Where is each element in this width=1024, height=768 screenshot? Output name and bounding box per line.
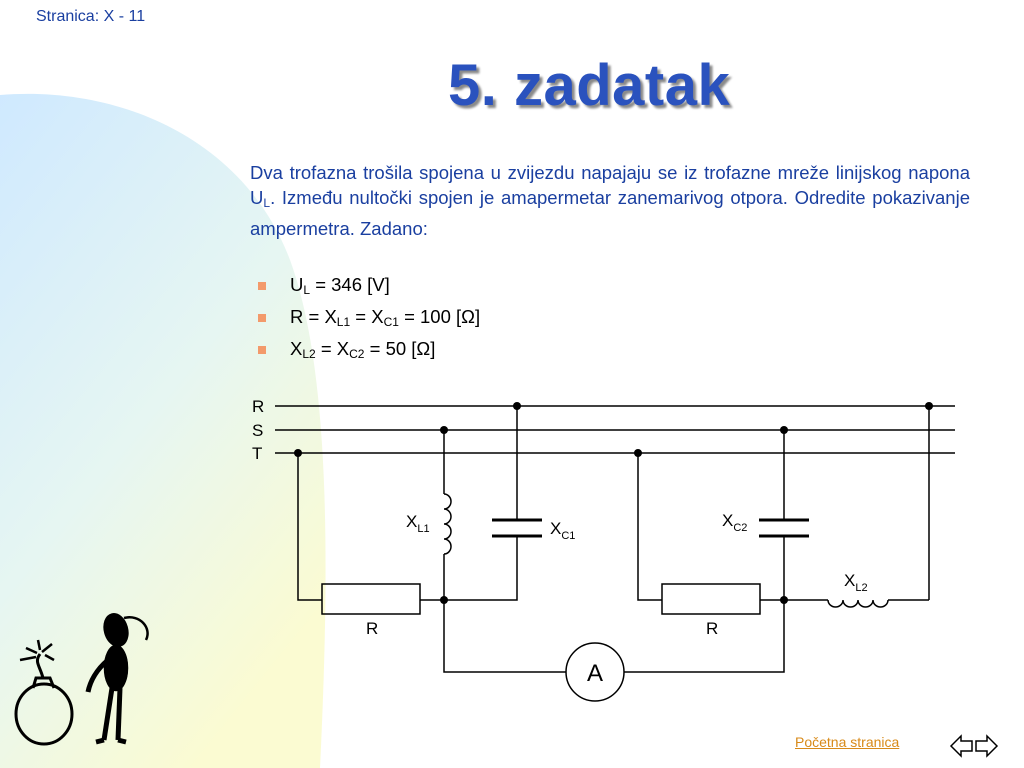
home-page-link[interactable]: Početna stranica <box>795 734 900 750</box>
given-subscript: C2 <box>349 347 365 361</box>
circuit-diagram <box>240 390 970 710</box>
junction-dots <box>294 402 933 604</box>
page-title: 5. zadatak <box>448 53 731 118</box>
load-1 <box>298 406 542 614</box>
inductor-xl1 <box>444 494 451 554</box>
given-value-item <box>258 270 480 302</box>
given-text: = X <box>350 306 384 327</box>
given-subscript: L2 <box>302 347 316 361</box>
given-value-item <box>258 302 480 334</box>
phase-label-r: R <box>252 397 265 416</box>
given-value-item <box>258 334 480 366</box>
bomb-figure-clipart <box>0 600 160 768</box>
bomb-icon <box>16 654 72 744</box>
scared-man-icon <box>88 612 148 742</box>
back-arrow-icon[interactable] <box>951 736 972 756</box>
phase-label-s: S <box>252 421 264 440</box>
ammeter-label: A <box>586 660 604 687</box>
given-text: = X <box>315 338 350 359</box>
forward-arrow-icon[interactable] <box>976 736 997 756</box>
bullet-square-icon <box>258 282 266 290</box>
label-xl1: $X_{L1}$ <box>406 512 430 535</box>
resistor-r1 <box>322 584 420 614</box>
navigation-arrows <box>948 730 1000 762</box>
given-text: = 50 [Ω] <box>364 338 436 359</box>
inductor-xl2 <box>828 600 888 607</box>
given-subscript: C1 <box>383 315 399 329</box>
given-text: = 100 [Ω] <box>398 306 481 327</box>
phase-label-t: T <box>252 444 263 463</box>
problem-text-subscript: L <box>263 196 271 210</box>
bullet-square-icon <box>258 314 266 322</box>
given-text: X <box>290 338 303 359</box>
given-values-list <box>258 270 480 366</box>
ammeter-wire-left <box>444 600 566 672</box>
given-subscript: L <box>303 283 311 297</box>
label-r2: R <box>706 619 719 638</box>
problem-text-part1: Dva trofazna trošila spojena u zvijezdu napajaju se iz trofazne mreže linijskog napona U <box>250 162 970 208</box>
given-text: R = X <box>290 306 337 327</box>
label-r1: R <box>366 619 379 638</box>
given-text: = 346 [V] <box>310 274 390 295</box>
label-xl2: $X_{L2}$ <box>844 571 868 594</box>
given-text: U <box>290 274 304 295</box>
load-2 <box>638 406 929 614</box>
bullet-square-icon <box>258 346 266 354</box>
problem-text-part2: . Između nultočki spojen je amapermetar zanemarivog otpora. Odredite pokazivanje ampermetra. Zadano: <box>250 187 970 239</box>
resistor-r2 <box>662 584 760 614</box>
problem-text <box>250 160 970 241</box>
label-xc2: $X_{C2}$ <box>722 511 748 534</box>
label-xc1: $X_{C1}$ <box>550 519 576 542</box>
given-subscript: L1 <box>336 315 351 329</box>
page-number-label: Stranica: X - 11 <box>36 8 146 25</box>
